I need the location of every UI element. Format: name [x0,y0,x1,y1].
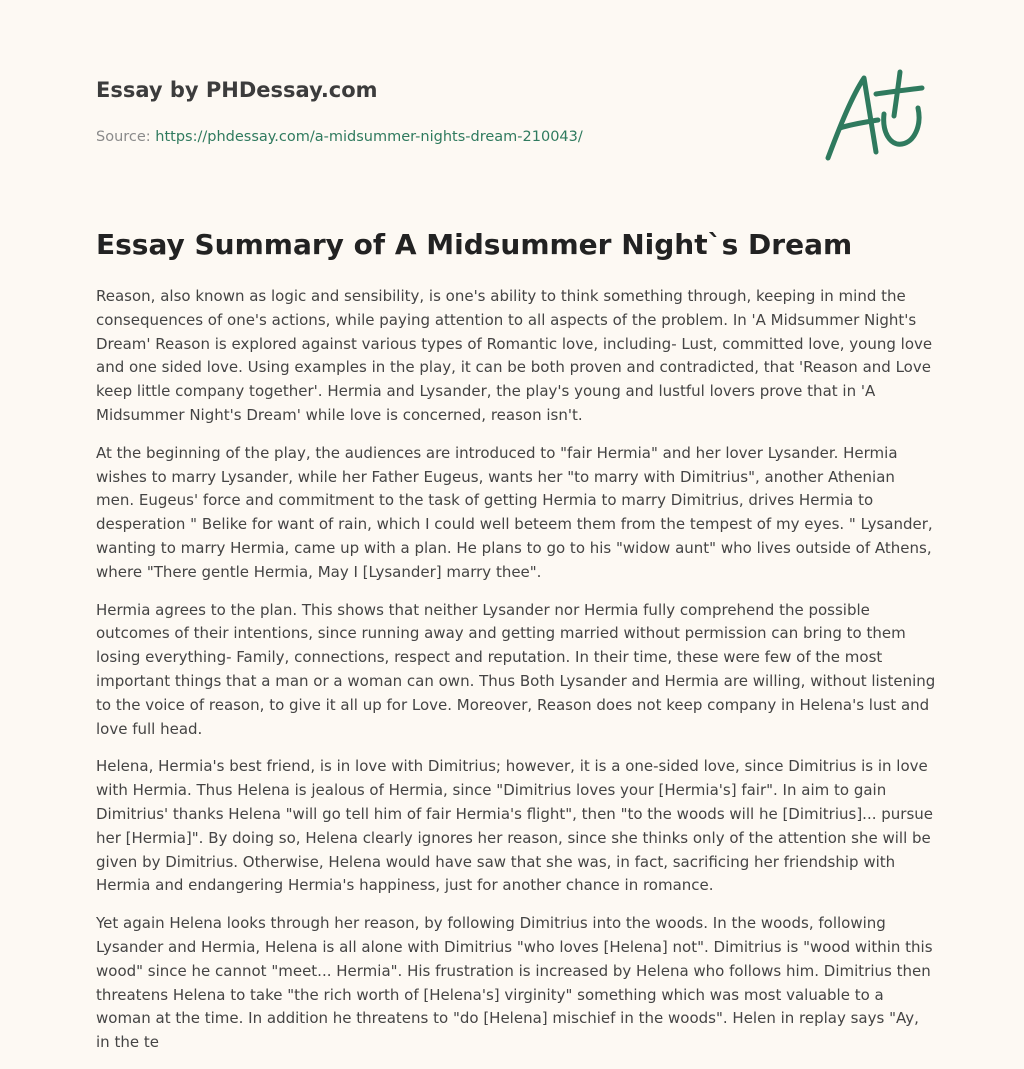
a-plus-grade-icon [818,66,930,166]
essay-paragraph: Hermia agrees to the plan. This shows that neither Lysander nor Hermia fully comprehend the possible outcomes of their intentions, since running away and getting married without permission can bring to them losing everything- Family, connections, respect and reputation. In their time, these were few of the most important things that a man or a woman can own. Thus Both Lysander and Hermia are willing, without listening to the voice of reason, to give it all up for Love. Moreover, Reason does not keep company in Helena's lust and love full head. [96,600,936,738]
source-link[interactable]: https://phdessay.com/a-midsummer-nights-dream-210043/ [155,129,583,145]
page-header [96,76,796,147]
essay-paragraph: Helena, Hermia's best friend, is in love with Dimitrius; however, it is a one-sided love, since Dimitrius is in love with Hermia. Thus Helena is jealous of Hermia, since "Dimitrius loves your [Hermia's] fair". In aim to gain Dimitrius' thanks Helena "will go tell him of fair Hermia's flight", then "to the woods will he [Dimitrius]... pursue her [Hermia]". By doing so, Helena clearly ignores her reason, since she thinks only of the attention she will be given by Dimitrius. Otherwise, Helena would have saw that she was, in fact, sacrificing her friendship with Hermia and endangering Hermia's happiness, just for another chance in romance. [96,757,934,895]
essay-paragraph: Reason, also known as logic and sensibility, is one's ability to think something through, keeping in mind the consequences of one's actions, while paying attention to all aspects of the problem. In 'A Midsummer Night's Dream' Reason is explored against various types of Romantic love, including- Lust, committed love, young love and one sided love. Using examples in the play, it can be both proven and contradicted, that 'Reason and Love keep little company together'. Hermia and Lysander, the play's young and lustful lovers prove that in 'A Midsummer Night's Dream' while love is concerned, reason isn't. [96,287,933,424]
source-label: Source: [96,129,151,145]
essay-title: Essay Summary of A Midsummer Night`s Dream [96,228,853,261]
essay-paragraph: Yet again Helena looks through her reason, by following Dimitrius into the woods. In the woods, following Lysander and Hermia, Helena is all alone with Dimitrius "who loves [Helena] not". Dimitrius is "wood within this wood" since he cannot "meet... Hermia". His frustration is increased by Helena who follows him. Dimitrius then threatens Helena to take "the rich worth of [Helena's] virginity" something which was most valuable to a woman at the time. In addition he threatens to "do [Helena] mischief in the woods". Helen in replay says "Ay, in the te [96,914,933,1052]
site-brand: Essay by PHDessay.com [96,78,378,102]
essay-paragraph: At the beginning of the play, the audiences are introduced to "fair Hermia" and her lover Lysander. Hermia wishes to marry Lysander, while her Father Eugeus, wants her "to marry with Dimitrius", another Athenian men. Eugeus' force and commitment to the task of getting Hermia to marry Dimitrius, drives Hermia to desperation " Belike for want of rain, which I could well beteem them from the tempest of my eyes. " Lysander, wanting to marry Hermia, came up with a plan. He plans to go to his "widow aunt" who lives outside of Athens, where "There gentle Hermia, May I [Lysander] marry thee". [96,443,933,581]
source-line [96,127,796,147]
essay-body [96,285,936,1069]
